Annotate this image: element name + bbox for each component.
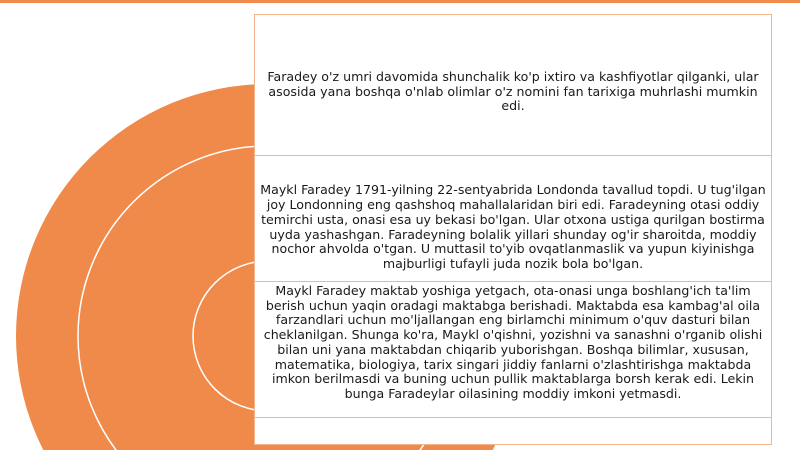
paragraph-row: [255, 156, 771, 282]
paragraph-text: Maykl Faradey 1791-yilning 22-sentyabrida Londonda tavallud topdi. U tug'ilgan joy Londonning eng qashshoq mahallalaridan biri edi. Faradeyning otasi oddiy temirchi usta, onasi esa uy bekasi bo'lgan. Ular otxona ustiga qurilgan bostirma uyda yashashgan. Faradeyning bolalik yillari shunday og'ir sharoitda, moddiy nochor ahvolda o'tgan. U muttasil to'yib ovqatlanmaslik va yupun kiyinishga majburligi tufayli juda nozik bola bo'lgan.: [260, 182, 766, 271]
paragraph-row: [255, 15, 771, 156]
text-panel: [254, 14, 772, 445]
paragraph-text: Faradey o'z umri davomida shunchalik ko'p ixtiro va kashfiyotlar qilganki, ular asosida yana boshqa o'nlab olimlar o'z nomini fan tarixiga muhrlashi mumkin edi.: [267, 68, 759, 114]
paragraph-text: Maykl Faradey maktab yoshiga yetgach, ota-onasi unga boshlang'ich ta'lim berish uchun yaqin oradagi maktabga berishadi. Maktabda esa kambag'al oila farzandlari uchun mo'ljallangan eng birlamchi minimum o'quv dasturi bilan cheklanilgan. Shunga ko'ra, Maykl o'qishni, yozishni va sanashni o'rganib olishi bilan uni yana maktabdan chiqarib yuborishgan. Boshqa bilimlar, xususan, matematika, biologiya, tarix singari jiddiy fanlarni o'zlashtirishga maktabda imkon berilmasdi va buning uchun pullik maktablarga borsh kerak edi. Lekin bunga Faradeylar oilasining moddiy imkoni yetmasdi.: [263, 283, 763, 401]
paragraph-row: [255, 282, 771, 418]
empty-row: [255, 418, 771, 444]
